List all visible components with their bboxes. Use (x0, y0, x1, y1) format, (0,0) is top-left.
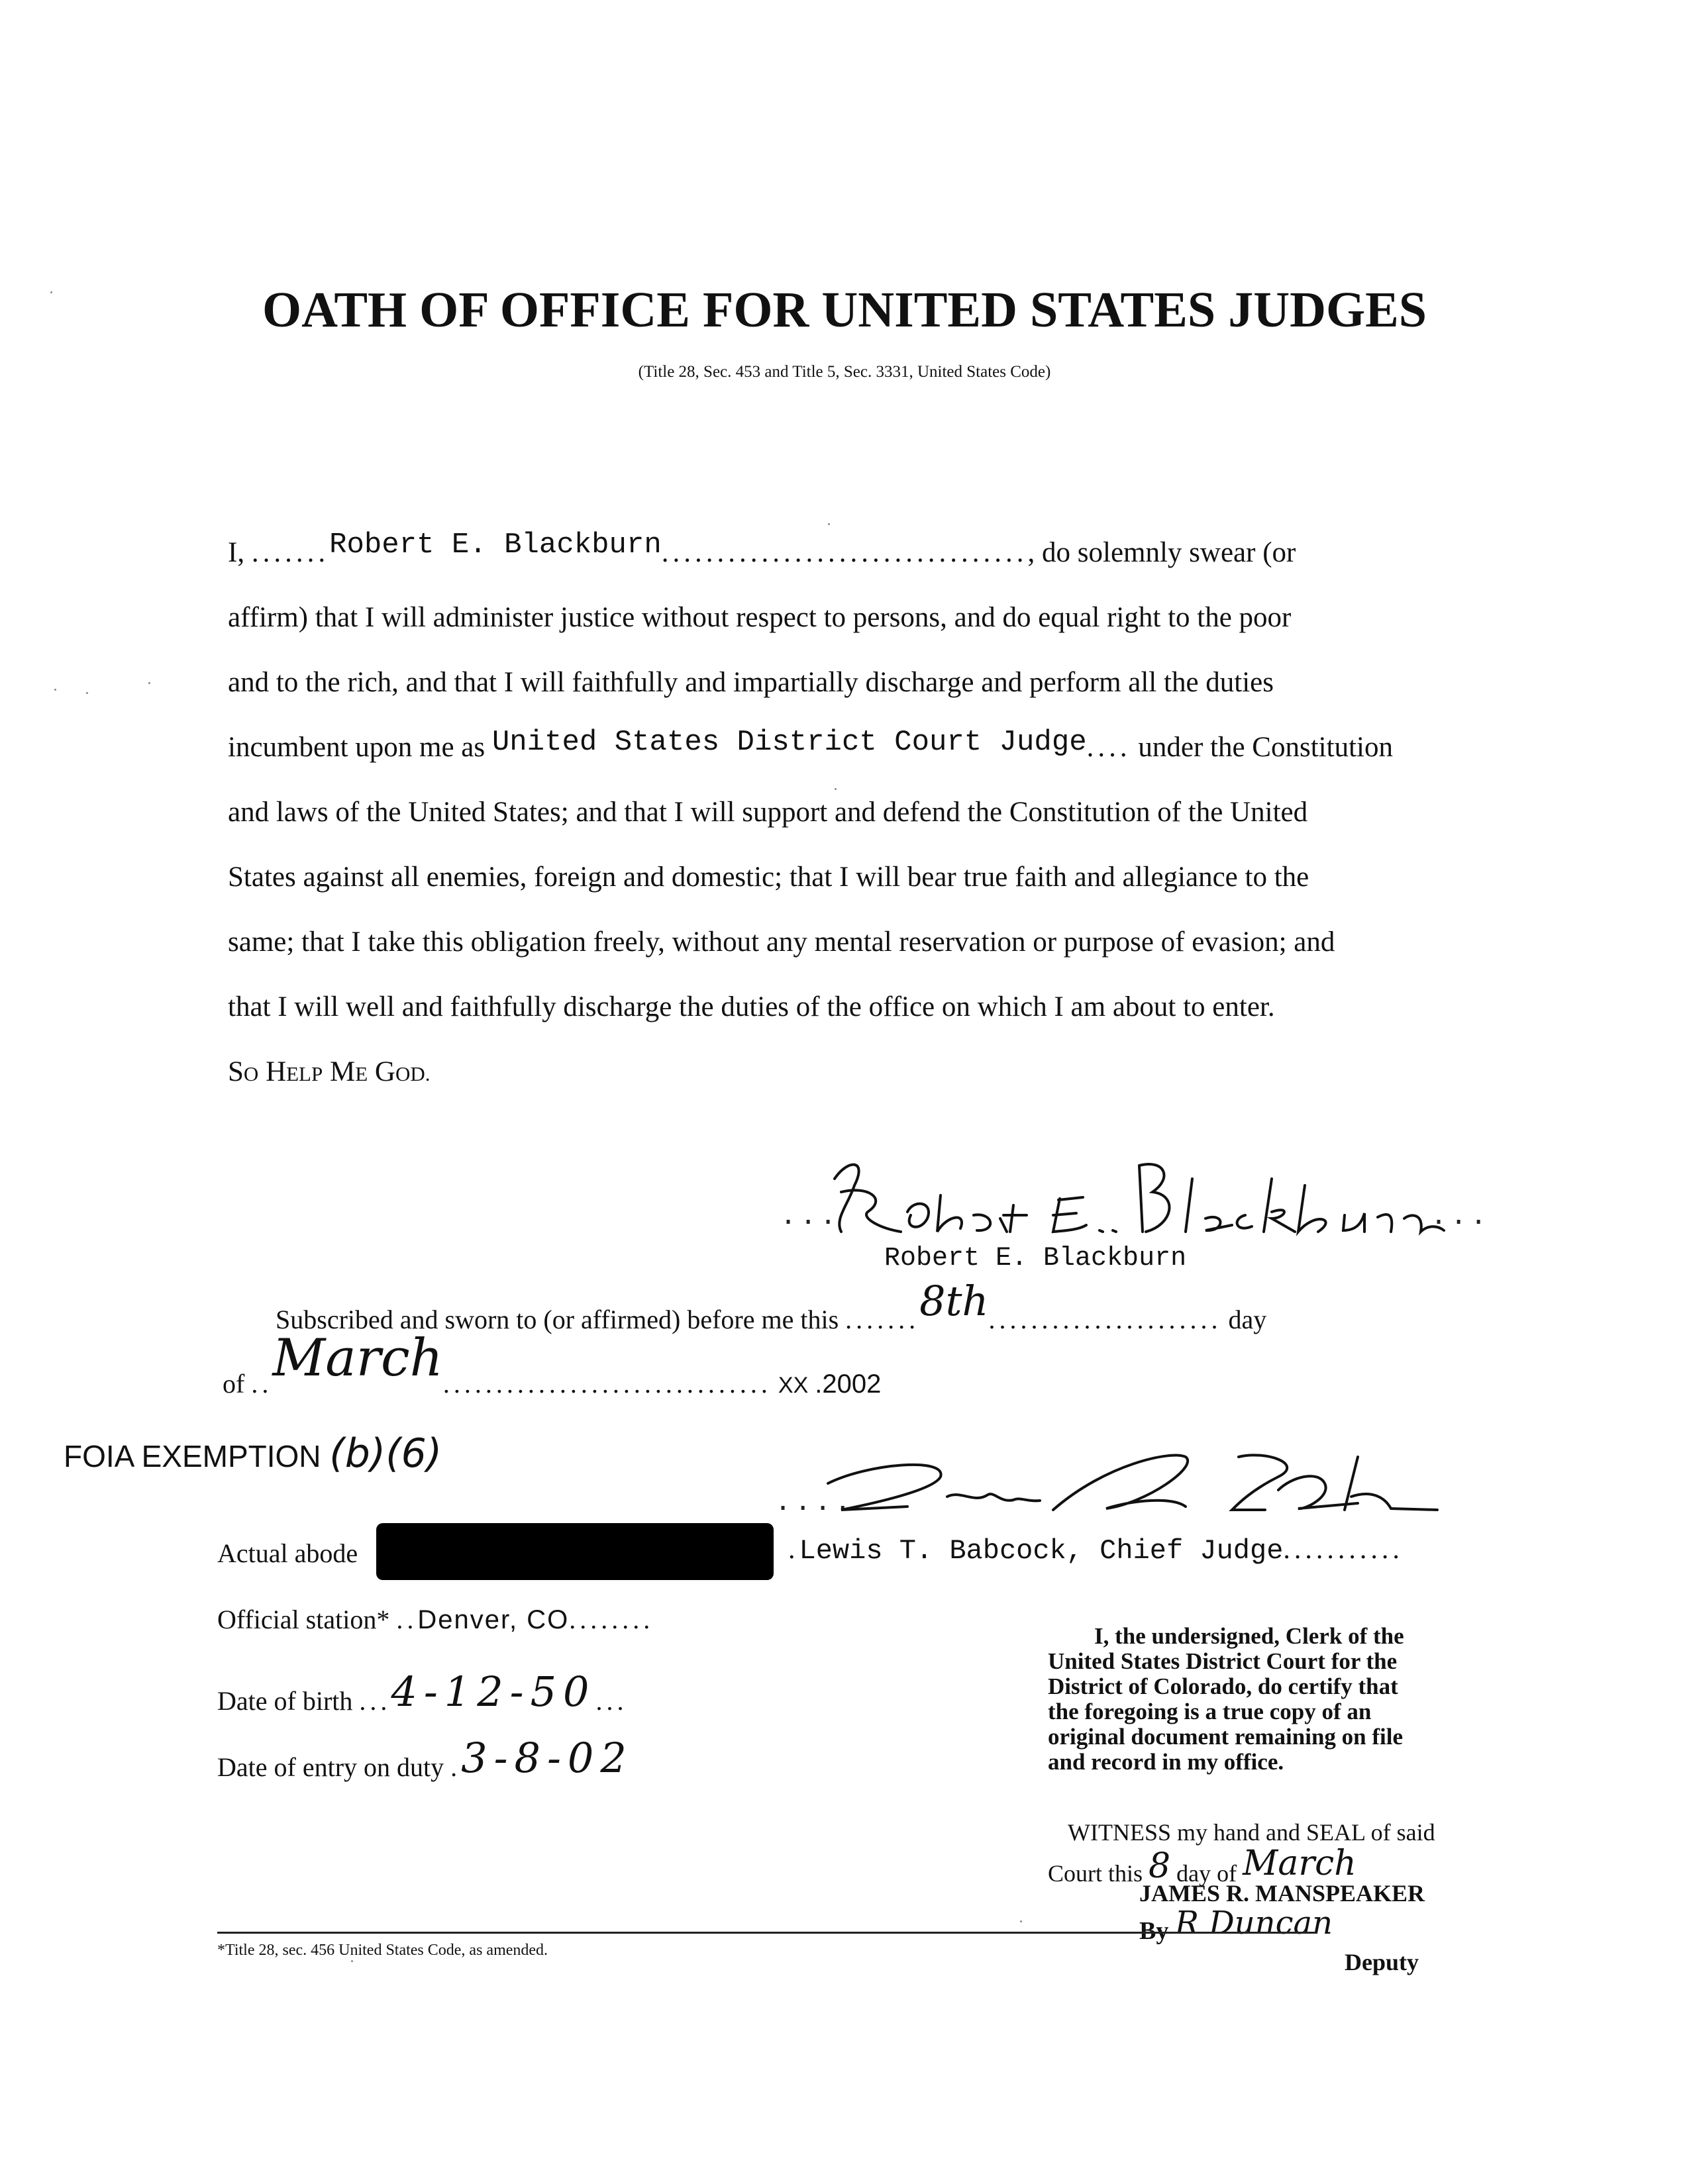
station-value: Denver, CO (417, 1605, 570, 1634)
sworn-day-handwritten: 8th (919, 1277, 989, 1325)
oath-line-8: that I will well and faithfully discharge the duties of the office on which I am about to enter. (228, 991, 1275, 1022)
leader-dots: ....... (251, 537, 330, 568)
cert-line-5: original document remaining on file (1048, 1724, 1404, 1750)
oath-line-6: States against all enemies, foreign and domestic; that I will bear true faith and allegiance to the (228, 862, 1309, 893)
sworn-year-struck: XX (778, 1373, 809, 1398)
oath-line-5: and laws of the United States; and that I will support and defend the Constitution of the United (228, 797, 1308, 828)
sworn-year: .2002 (815, 1369, 882, 1399)
leader-dots: ............................... (442, 1369, 772, 1399)
oath-line-2: affirm) that I will administer justice without respect to persons, and do equal right to the poor (228, 602, 1292, 633)
sworn-month-line (223, 1328, 882, 1405)
cert-line-2: United States District Court for the (1048, 1648, 1398, 1674)
svg-text:...: ... (1431, 1200, 1491, 1230)
sworn-of-label: of (223, 1369, 245, 1399)
footer-note: *Title 28, sec. 456 United States Code, as amended. (217, 1942, 548, 1959)
station-field (217, 1604, 654, 1635)
chief-judge-signature-graphic (775, 1437, 1464, 1523)
leader-dots: . (450, 1752, 462, 1782)
cert-line-6: and record in my office. (1048, 1749, 1284, 1775)
court-day: 8 (1149, 1846, 1171, 1886)
closing-letter: H (266, 1056, 287, 1087)
scan-speck (86, 692, 88, 694)
scan-speck (1020, 1920, 1022, 1922)
foia-exemption-stamp (64, 1430, 442, 1477)
entry-value: 3-8-02 (461, 1734, 633, 1782)
leader-dots: .. (396, 1605, 418, 1634)
sworn-prefix: Subscribed and sworn to (or affirmed) before me this (276, 1305, 839, 1334)
cert-line-7: WITNESS my hand and SEAL of said (1068, 1819, 1435, 1846)
closing-letter: S (228, 1056, 244, 1087)
certification-block (1048, 1624, 1404, 1775)
sworn-month-handwritten: March (272, 1328, 443, 1388)
leader-dots: .. (251, 1369, 273, 1399)
leader-dots: .... (1086, 732, 1131, 763)
court-this-label: Court this (1048, 1860, 1143, 1887)
footer-rule (217, 1932, 1317, 1934)
day-of-label: day of (1176, 1860, 1237, 1887)
scan-speck (835, 788, 837, 790)
oath-line1-prefix: I, (228, 537, 245, 568)
birth-field (217, 1667, 628, 1720)
birth-label: Date of birth (217, 1686, 353, 1716)
document-title: OATH OF OFFICE FOR UNITED STATES JUDGES (262, 282, 1427, 338)
leader-dots: ...................... (988, 1305, 1222, 1334)
oath-line4-prefix: incumbent upon me as (228, 732, 486, 763)
document-subtitle: (Title 28, Sec. 453 and Title 5, Sec. 3331, United States Code) (638, 363, 1051, 381)
closing-letter: E (355, 1062, 368, 1085)
leader-dots: ....... (845, 1305, 920, 1334)
entry-label: Date of entry on duty (217, 1752, 444, 1782)
by-label: By (1139, 1917, 1169, 1945)
scan-speck (148, 682, 150, 684)
closing-letter: O (243, 1062, 259, 1085)
judge-signature-graphic (768, 1139, 1491, 1245)
oath-line1-suffix: , do solemnly swear (or (1027, 537, 1296, 568)
scan-speck (50, 291, 52, 293)
sworn-day-label: day (1228, 1305, 1267, 1334)
chief-typed-name: Lewis T. Babcock, Chief Judge (799, 1535, 1284, 1567)
scan-speck (351, 1960, 353, 1962)
leader-dots: ........... (1283, 1534, 1404, 1565)
foia-code: (b)(6) (329, 1430, 442, 1477)
office-title-field: United States District Court Judge (491, 726, 1087, 759)
oath-line-1 (228, 528, 1296, 571)
cert-line-3: District of Colorado, do certify that (1048, 1673, 1398, 1699)
closing-letter: OD. (395, 1062, 431, 1085)
cert-by-line (1139, 1905, 1333, 1947)
oath-line-4 (228, 726, 1393, 766)
leader-dots: ... (595, 1686, 628, 1716)
leader-dots: ................................. (661, 537, 1028, 568)
leader-dots: . (788, 1534, 799, 1565)
court-month: March (1243, 1844, 1356, 1883)
closing-letter: ELP (286, 1062, 323, 1085)
oath-line-7: same; that I take this obligation freely, without any mental reservation or purpose of evasion; and (228, 926, 1335, 958)
cert-line-4: the foregoing is a true copy of an (1048, 1699, 1372, 1724)
svg-text:...: ... (780, 1200, 841, 1230)
closing-letter: G (374, 1056, 395, 1087)
station-label: Official station* (217, 1605, 390, 1634)
judge-typed-name: Robert E. Blackburn (884, 1244, 1187, 1273)
leader-dots: ........ (569, 1605, 654, 1634)
abode-label: Actual abode (217, 1538, 358, 1568)
foia-label: FOIA EXEMPTION (64, 1439, 321, 1473)
deputy-label: Deputy (1345, 1949, 1419, 1975)
closing-letter: M (330, 1056, 356, 1087)
cert-line-1: I, the undersigned, Clerk of the (1094, 1623, 1404, 1649)
redaction-bar (376, 1523, 774, 1580)
scan-speck (828, 523, 830, 525)
deputy-signature: R Duncan (1174, 1905, 1333, 1942)
cert-witness (1054, 1820, 1435, 1845)
birth-value: 4-12-50 (391, 1667, 596, 1716)
scan-speck (54, 689, 56, 691)
oath-closing (228, 1056, 431, 1088)
leader-dots: ... (359, 1686, 391, 1716)
oath-line4-suffix: under the Constitution (1138, 732, 1393, 763)
clerk-name: JAMES R. MANSPEAKER (1139, 1880, 1425, 1907)
entry-field (217, 1734, 633, 1786)
oath-line-3: and to the rich, and that I will faithfully and impartially discharge and perform all the duties (228, 667, 1274, 698)
chief-typed-line (788, 1534, 1404, 1567)
svg-text:....: .... (775, 1486, 855, 1516)
judge-name-field: Robert E. Blackburn (329, 528, 662, 562)
